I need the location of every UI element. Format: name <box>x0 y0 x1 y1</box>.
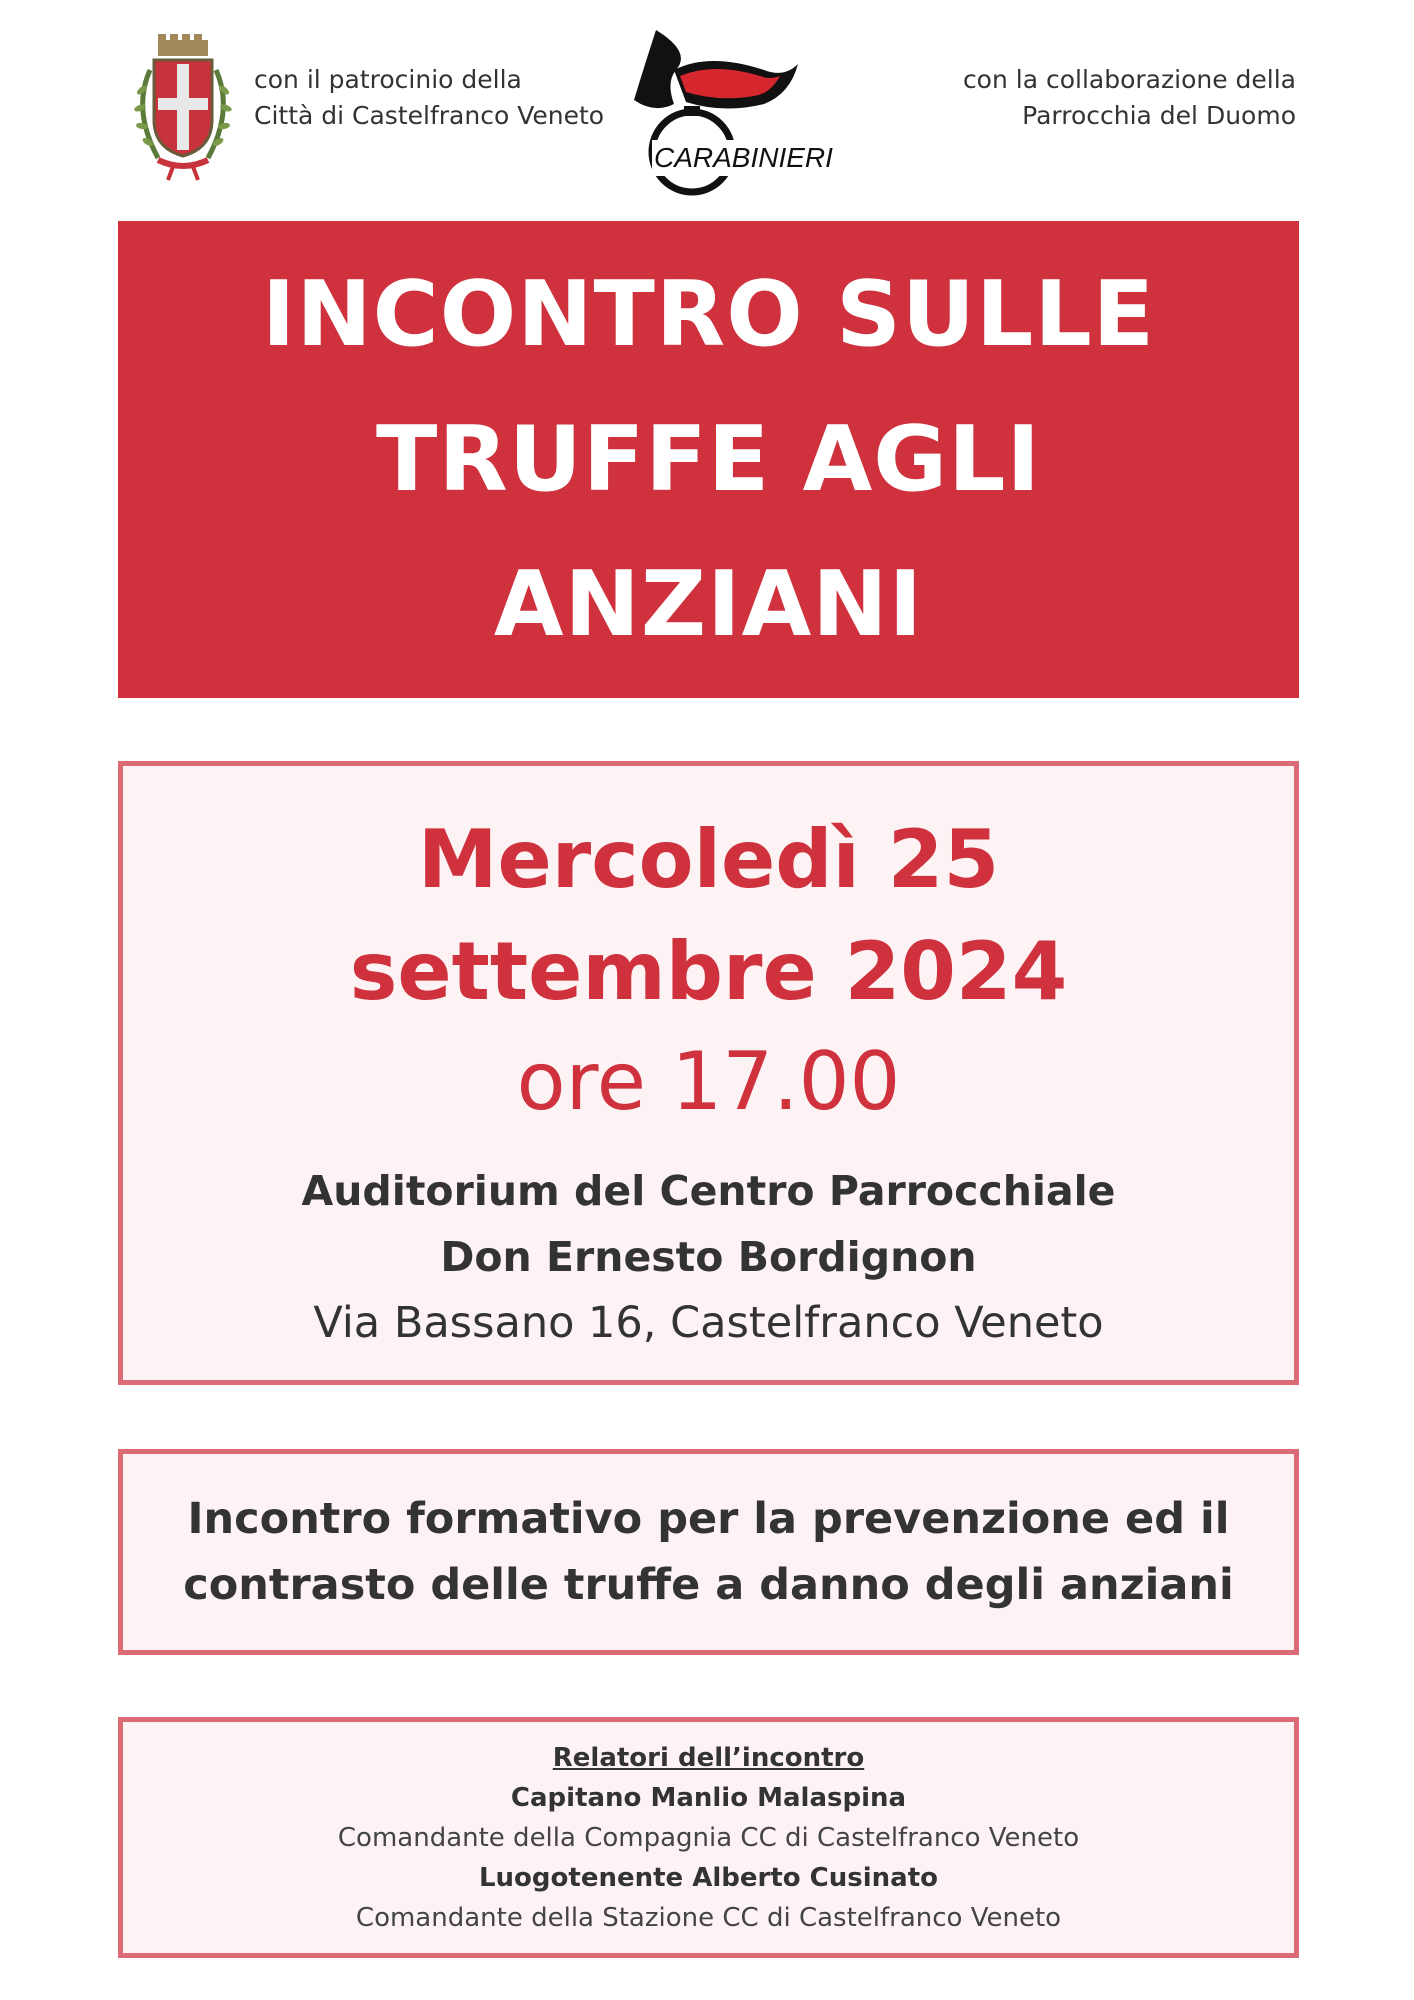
title-line: INCONTRO SULLE <box>261 262 1156 367</box>
event-date-line: Mercoledì 25 <box>417 813 1000 906</box>
speaker-name: Luogotenente Alberto Cusinato <box>478 1862 938 1893</box>
speakers-heading: Relatori dell’incontro <box>552 1742 865 1773</box>
title-banner <box>118 221 1299 698</box>
speaker-role: Comandante della Stazione CC di Castelfranco Veneto <box>355 1902 1062 1933</box>
speakers-box <box>118 1717 1299 1958</box>
speaker-role: Comandante della Compagnia CC di Castelfranco Veneto <box>337 1822 1080 1853</box>
event-details-box <box>118 761 1299 1385</box>
description-line: Incontro formativo per la prevenzione ed il <box>187 1494 1230 1544</box>
city-crest-logo <box>128 30 238 185</box>
event-date-line: settembre 2024 <box>349 925 1068 1018</box>
description-box <box>118 1449 1299 1655</box>
event-time: ore 17.00 <box>516 1035 901 1128</box>
carabinieri-logo-text: CARABINIERI <box>654 142 833 173</box>
event-address: Via Bassano 16, Castelfranco Veneto <box>313 1298 1104 1348</box>
event-venue-line: Auditorium del Centro Parrocchiale <box>301 1167 1116 1215</box>
collaboration-line: con la collaborazione della <box>962 65 1296 94</box>
patronage-line: Città di Castelfranco Veneto <box>254 101 605 130</box>
collaboration-note <box>963 62 1296 134</box>
event-venue-line: Don Ernesto Bordignon <box>440 1233 977 1281</box>
speaker-name: Capitano Manlio Malaspina <box>510 1782 907 1813</box>
title-line: ANZIANI <box>493 552 924 657</box>
patronage-note <box>254 62 604 134</box>
carabinieri-logo <box>614 22 833 200</box>
patronage-line: con il patrocinio della <box>254 65 522 94</box>
title-line: TRUFFE AGLI <box>376 407 1041 512</box>
description-line: contrasto delle truffe a danno degli anziani <box>183 1560 1234 1610</box>
collaboration-line: Parrocchia del Duomo <box>1022 101 1296 130</box>
